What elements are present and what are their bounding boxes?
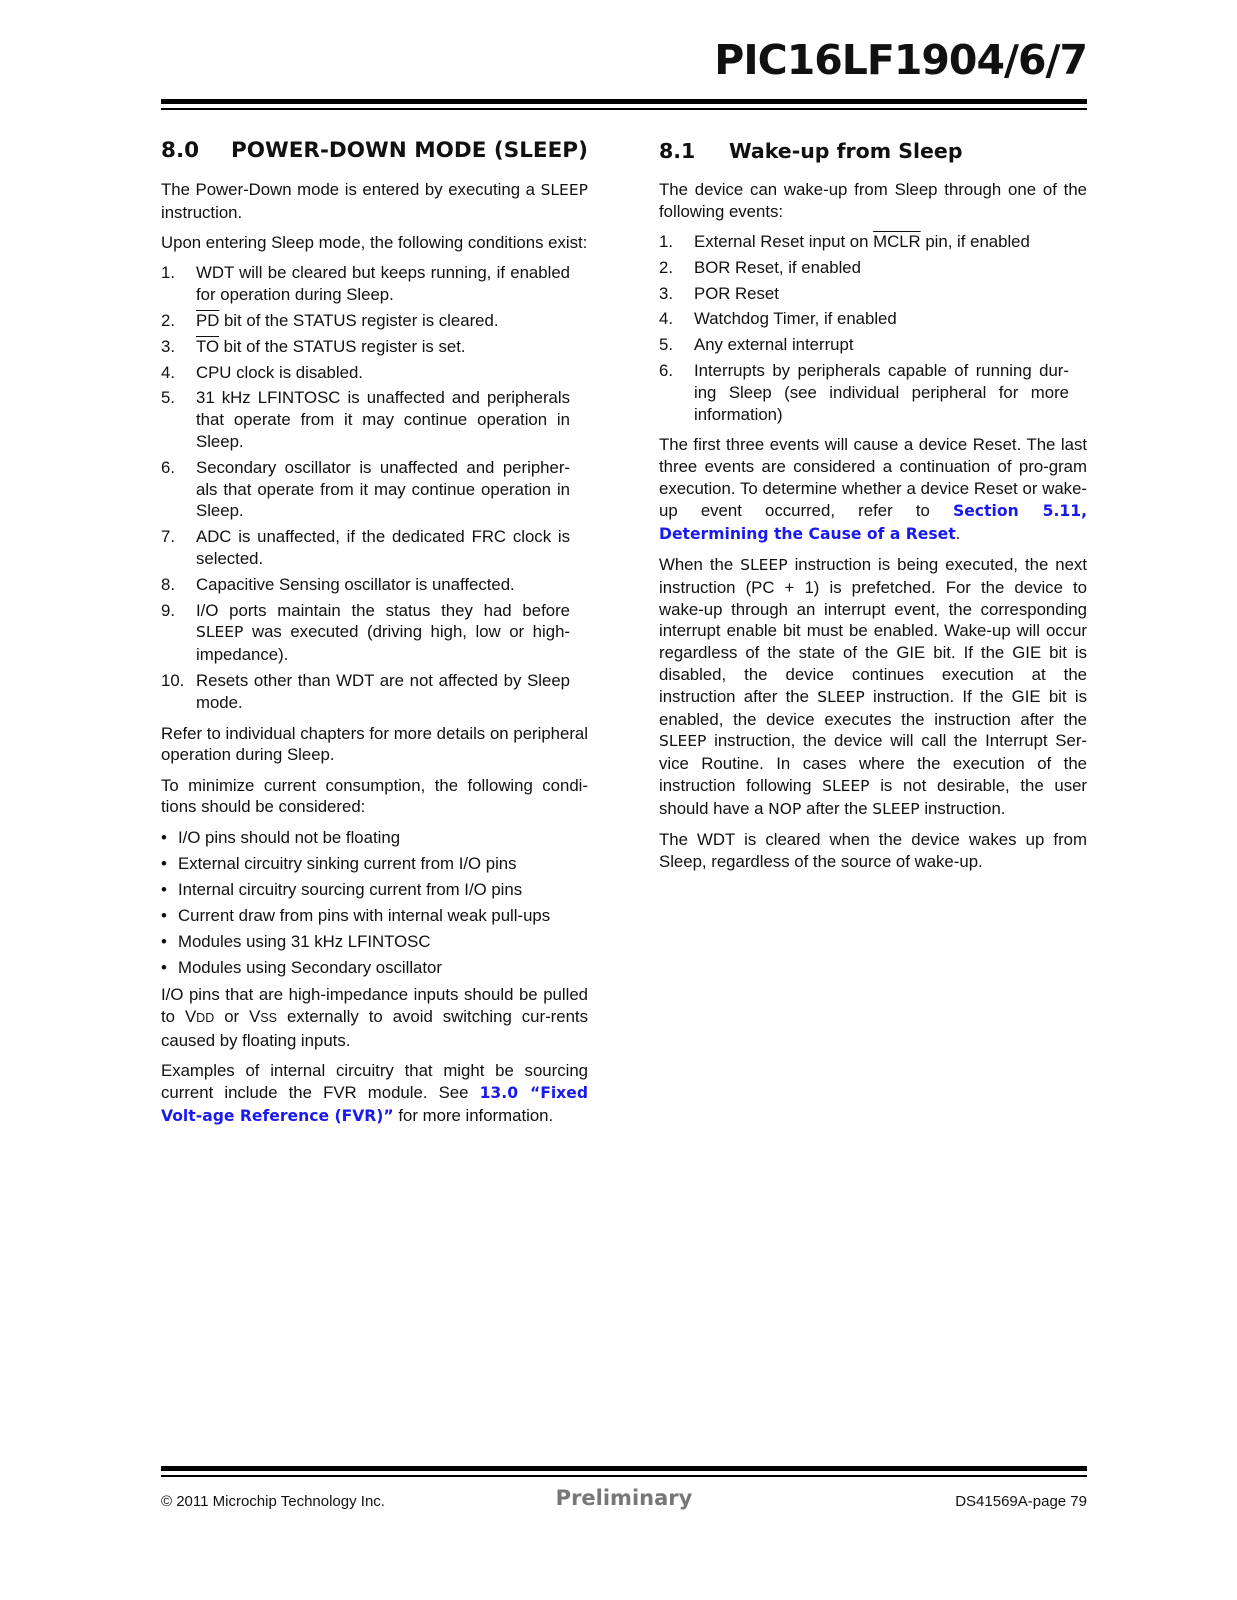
section-number: 8.1	[659, 139, 696, 163]
wakeup-events-list	[659, 231, 1087, 425]
item-number: 3.	[659, 283, 673, 303]
code-sleep: SLEEP	[540, 181, 588, 199]
reset-paragraph	[659, 434, 1087, 545]
code-sleep: SLEEP	[872, 799, 920, 818]
list-item	[161, 362, 588, 384]
text-run: is not desirable, the user should have a	[659, 775, 1088, 818]
bullet-text: External circuitry sinking current from I/O pins	[178, 853, 517, 873]
footer	[161, 1486, 1087, 1516]
list-item	[161, 526, 588, 570]
reset-text-end: .	[955, 523, 961, 543]
peripheral-paragraph: Refer to individual chapters for more details on peripheral operation during Sleep.	[161, 723, 588, 765]
item-text: BOR Reset, if enabled	[694, 257, 861, 277]
bullet-text: Current draw from pins with internal weak pull-ups	[178, 905, 551, 925]
examples-text: Examples of internal circuitry that might be sourcing current include the FVR module. See	[161, 1061, 588, 1103]
section-number: 8.0	[161, 138, 200, 163]
bullet-item: • External circuitry sinking current from I/O pins	[161, 853, 517, 873]
preliminary-label: Preliminary	[555, 1486, 693, 1510]
io-text-end: externally to avoid switching cur-rents caused by floating inputs.	[161, 1007, 588, 1051]
right-column	[659, 136, 1087, 881]
item-number: 1.	[161, 263, 175, 283]
item-number: 7.	[161, 527, 175, 547]
list-item	[659, 360, 1087, 425]
item-number: 5.	[161, 388, 175, 408]
bullet-item: • Internal circuitry sourcing current from I/O pins	[161, 879, 523, 899]
io-text-or: or V	[214, 1007, 261, 1027]
subscript-dd: DD	[196, 1011, 215, 1026]
wdt-paragraph: The WDT is cleared when the device wakes up from Sleep, regardless of the source of wake-up.	[659, 830, 1087, 871]
item-text: Watchdog Timer, if enabled	[694, 309, 897, 329]
bullet-text: Modules using 31 kHz LFINTOSC	[178, 931, 431, 951]
bullet-item: • I/O pins should not be floating	[161, 827, 401, 847]
wakeup-intro: The device can wake-up from Sleep through one of the following events:	[659, 180, 1087, 221]
section-5-11-link[interactable]: Section 5.11, Determining the Cause of a Reset	[659, 501, 1087, 543]
item-number: 2.	[161, 310, 175, 330]
overline-signal: MCLR	[873, 232, 921, 252]
intro-text: The Power-Down mode is entered by executing a	[161, 180, 541, 199]
fvr-section-link[interactable]: 13.0 “Fixed Volt-age Reference (FVR)”	[161, 1084, 588, 1125]
bullet-text: Modules using Secondary oscillator	[178, 957, 442, 977]
code-sleep: SLEEP	[822, 776, 870, 795]
overline-signal: $\overline{TO}$	[196, 336, 220, 356]
item-number: 6.	[659, 361, 673, 381]
copyright-text: © 2011 Microchip Technology Inc.	[161, 1493, 385, 1510]
intro-paragraph	[161, 179, 588, 224]
list-item	[161, 387, 588, 452]
text-run: instruction.	[919, 798, 1006, 818]
list-item	[659, 257, 1087, 279]
item-text: Resets other than WDT are not affected by Sleep mode.	[196, 670, 570, 712]
list-item	[659, 308, 1087, 330]
overline-signal: $\overline{PD}$	[196, 310, 220, 330]
conditions-intro: Upon entering Sleep mode, the following conditions exist:	[161, 233, 588, 253]
text-run: instruction. If the GIE bit is enabled, the device executes the instruction after the	[659, 686, 1087, 729]
page-number: DS41569A-page 79	[955, 1493, 1087, 1510]
text-run: instruction is being executed, the next instruction (PC + 1) is prefetched. For the device to wake-up through an interrupt event, the corresponding interrupt enable bit must be enabled. Wake-up will occur regardless of the state of the GIE bit. If the GIE bit is disabled, the device continues execution at the instruction after the	[659, 554, 1087, 706]
reset-text: The first three events will cause a device Reset. The last three events are considered a continuation of pro-gram execution. To determine whether a device Reset or wake-up event occurred, refer to	[659, 435, 1087, 520]
header-rule-thick	[161, 99, 1087, 104]
sleep-instruction-paragraph	[659, 554, 1087, 821]
document-title: PIC16LF1904/6/7	[714, 36, 1087, 84]
io-pins-paragraph	[161, 984, 588, 1051]
item-number: 6.	[161, 457, 175, 477]
footer-rule-thick	[161, 1466, 1087, 1471]
bullet-item: • Modules using 31 kHz LFINTOSC	[161, 931, 431, 951]
code-nop: NOP	[768, 799, 802, 818]
bullet-item: • Current draw from pins with internal weak pull-ups	[161, 905, 551, 925]
section-title: POWER-DOWN MODE (SLEEP)	[231, 138, 588, 163]
list-item	[161, 670, 588, 714]
io-text: I/O pins that are high-impedance inputs should be pulled to V	[161, 985, 588, 1027]
item-text: External Reset input on	[694, 232, 874, 252]
item-number: 3.	[161, 336, 175, 356]
footer-rule-thin	[161, 1475, 1087, 1477]
code-sleep: SLEEP	[740, 555, 788, 574]
item-text: 31 kHz LFINTOSC is unaffected and peripherals that operate from it may continue operation in Sleep.	[196, 388, 570, 451]
section-heading-8-1	[659, 136, 1087, 166]
left-column	[161, 136, 588, 1136]
text-run: instruction, the device will call the Interrupt Ser-vice Routine. In cases where the execution of the instruction following	[659, 731, 1087, 795]
list-item	[161, 574, 588, 596]
examples-text-end: for more information.	[393, 1105, 554, 1125]
item-number: 5.	[659, 335, 673, 355]
intro-text-end: instruction.	[161, 202, 243, 222]
text-run: When the	[659, 554, 741, 574]
bullet-text: I/O pins should not be floating	[178, 827, 401, 847]
item-text: WDT will be cleared but keeps running, if enabled for operation during Sleep.	[196, 263, 570, 305]
code-sleep: SLEEP	[817, 687, 865, 706]
item-number: 1.	[659, 232, 673, 252]
item-number: 4.	[161, 362, 175, 382]
section-heading-8-0	[161, 136, 588, 166]
item-number: 9.	[161, 600, 175, 620]
list-item	[161, 310, 588, 332]
list-item	[659, 231, 1087, 253]
sleep-conditions-list	[161, 262, 588, 713]
list-item	[659, 334, 1087, 356]
item-text: I/O ports maintain the status they had before	[196, 600, 570, 620]
item-text-end: was executed (driving high, low or high-impedance).	[196, 622, 570, 665]
code-sleep: SLEEP	[659, 732, 707, 751]
item-text-end: pin, if enabled	[920, 232, 1030, 252]
consumption-paragraph: To minimize current consumption, the following condi-tions should be considered:	[161, 775, 588, 817]
header-rule-thin	[161, 108, 1087, 110]
bullet-item: • Modules using Secondary oscillator	[161, 957, 442, 977]
list-item	[161, 457, 588, 522]
examples-paragraph	[161, 1060, 588, 1127]
subscript-ss: SS	[260, 1011, 277, 1026]
list-item	[161, 600, 588, 666]
item-text: bit of the STATUS register is set.	[219, 336, 466, 356]
item-text: POR Reset	[694, 283, 779, 303]
bullet-text: Internal circuitry sourcing current from I/O pins	[178, 879, 523, 899]
item-text: ADC is unaffected, if the dedicated FRC clock is selected.	[196, 527, 570, 568]
item-number: 8.	[161, 574, 175, 594]
section-title: Wake-up from Sleep	[729, 139, 963, 163]
code-sleep: SLEEP	[196, 623, 244, 642]
item-text: bit of the STATUS register is cleared.	[219, 310, 499, 330]
item-number: 4.	[659, 309, 673, 329]
item-text: Interrupts by peripherals capable of running dur-ing Sleep (see individual peripheral for more information)	[694, 361, 1069, 424]
item-number: 10.	[161, 670, 185, 690]
consideration-bullets	[161, 827, 588, 979]
list-item	[161, 336, 588, 358]
list-item	[161, 262, 588, 306]
item-text: Any external interrupt	[694, 335, 854, 355]
item-text: Secondary oscillator is unaffected and peripher-als that operate from it may continue operation in Sleep.	[196, 457, 570, 521]
item-number: 2.	[659, 257, 673, 277]
list-item	[659, 283, 1087, 305]
text-run: after the	[801, 798, 873, 818]
item-text: Capacitive Sensing oscillator is unaffected.	[196, 574, 515, 594]
item-text: CPU clock is disabled.	[196, 362, 363, 382]
